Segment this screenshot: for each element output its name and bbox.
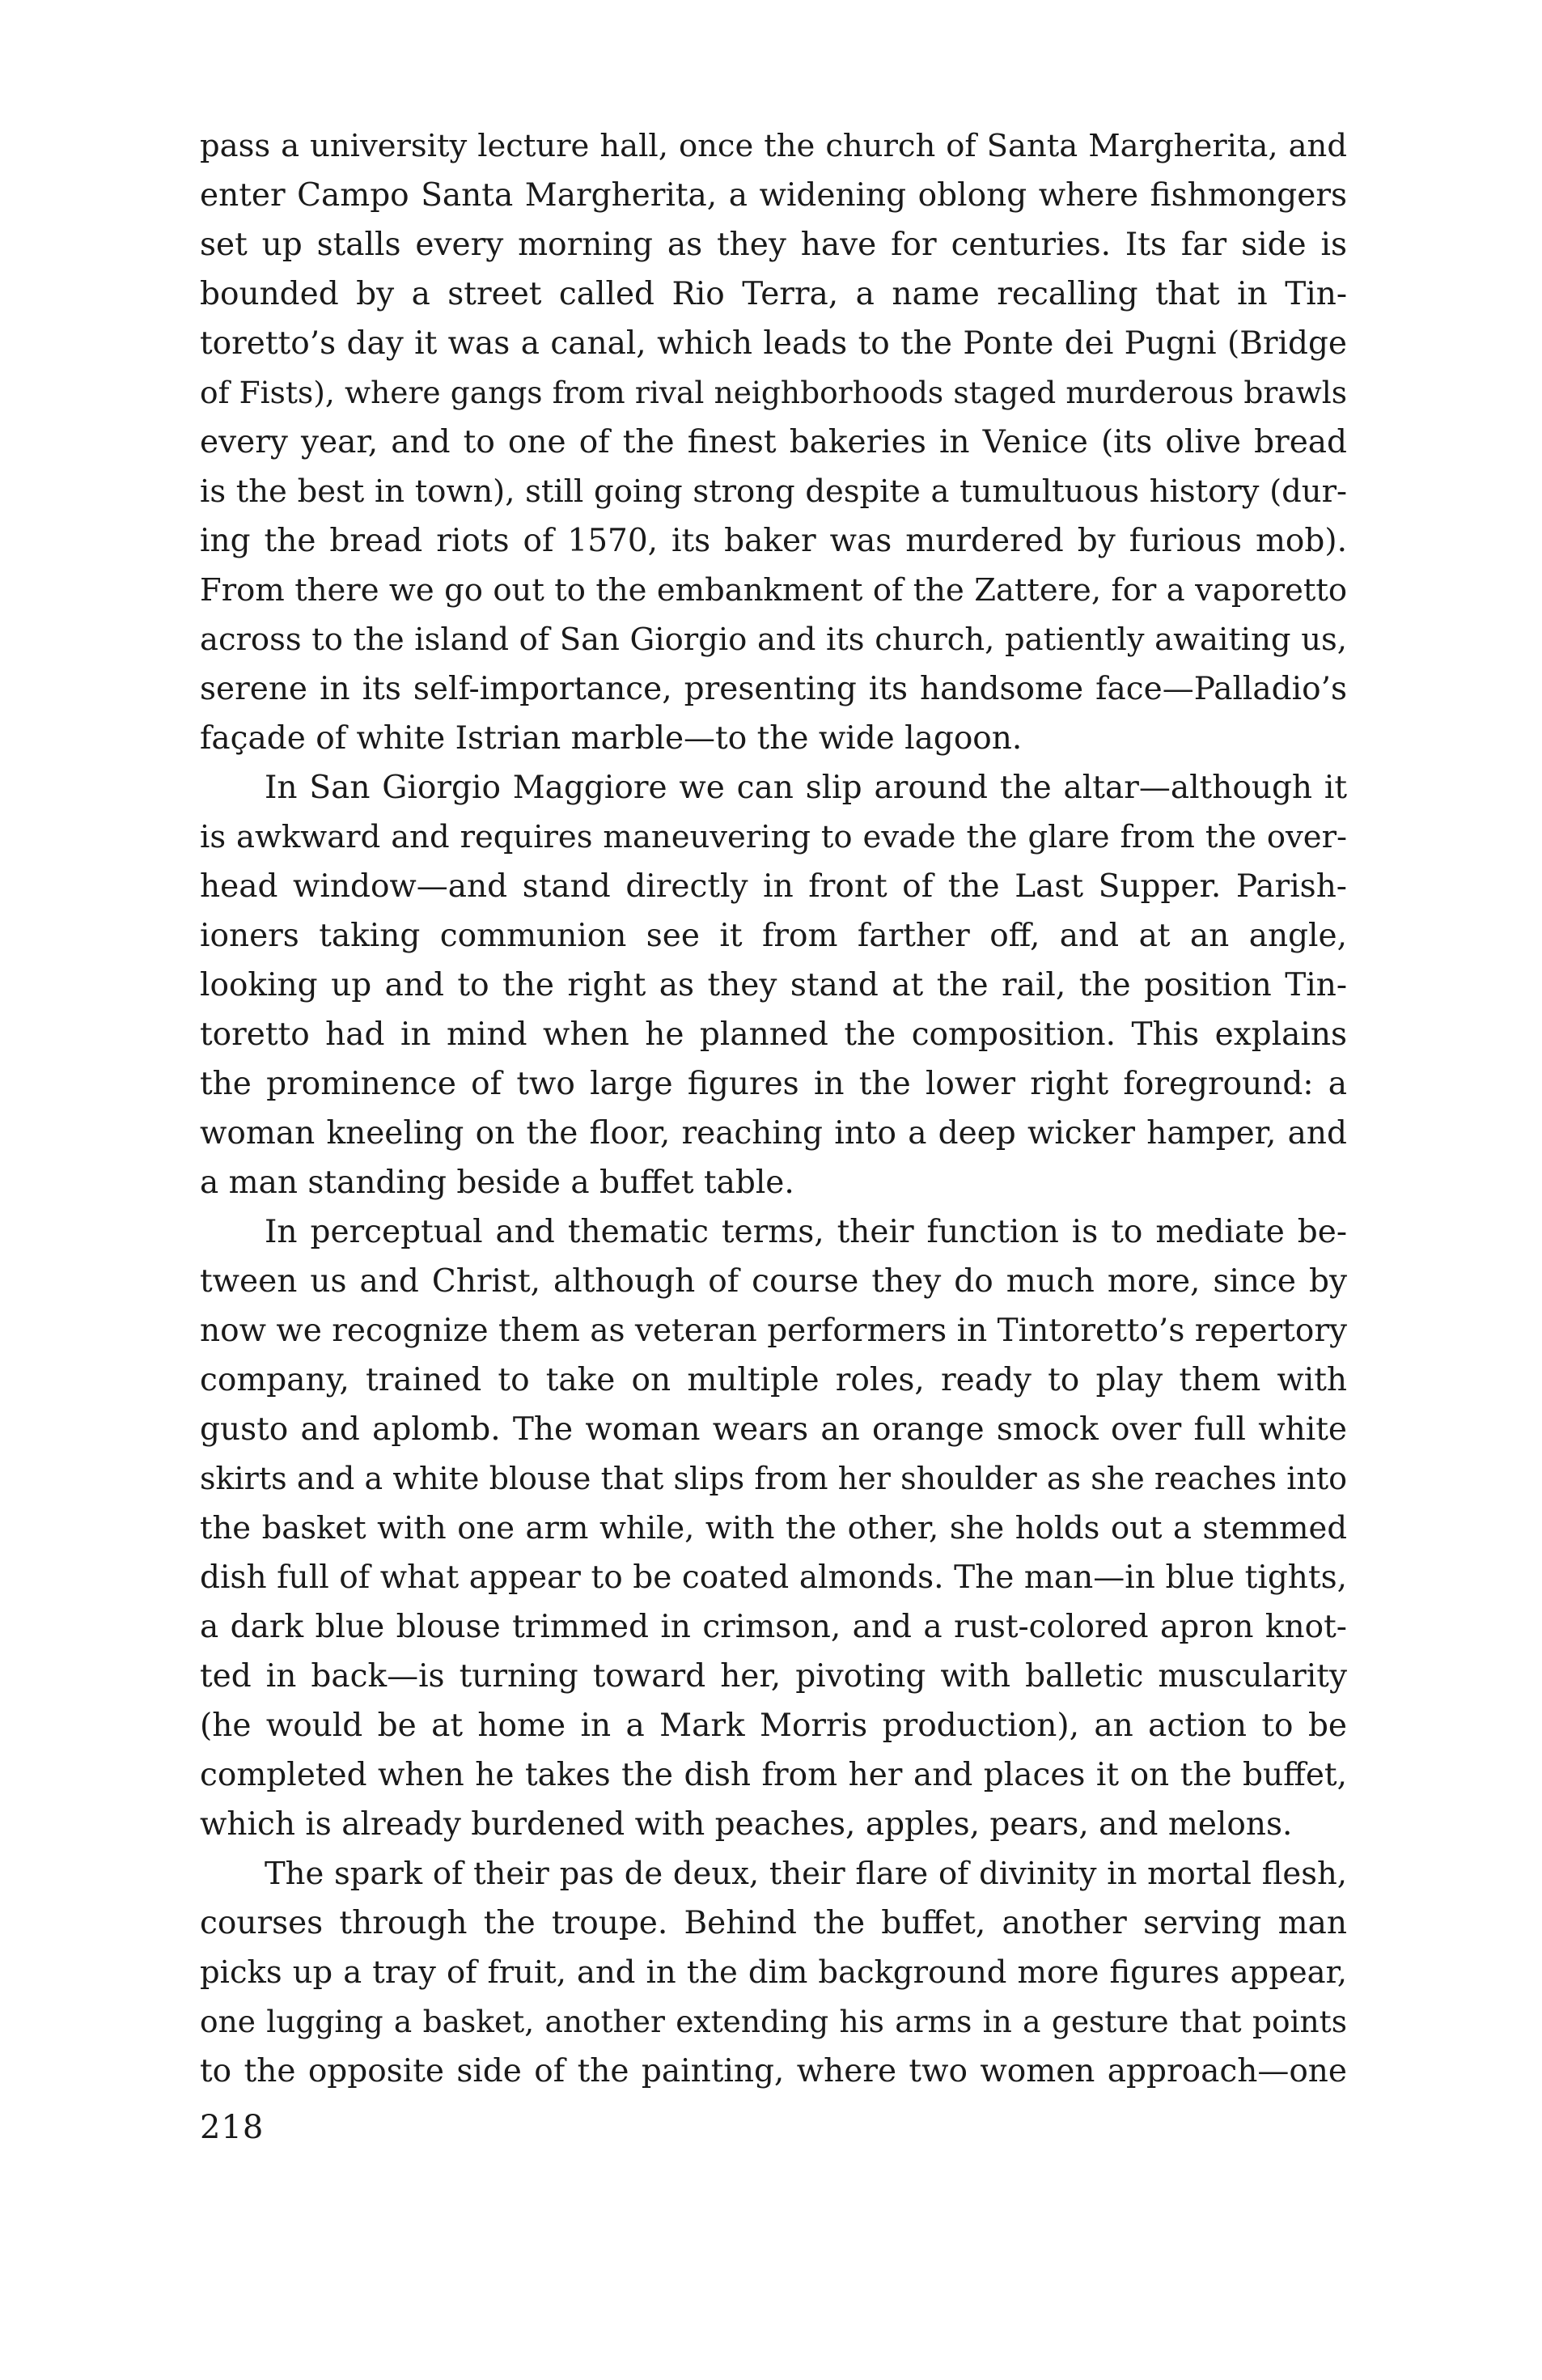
page-number: 218 <box>200 2109 265 2146</box>
text-line: enter Campo Santa Margherita, a widening oblong where fishmongers <box>200 177 1347 214</box>
text-line: façade of white Istrian marble—to the wide lagoon. <box>200 720 1023 757</box>
text-line: the basket with one arm while, with the other, she holds out a stemmed <box>200 1510 1347 1546</box>
text-line: across to the island of San Giorgio and its church, patiently awaiting us, <box>200 622 1347 658</box>
text-line: ioners taking communion see it from farther off, and at an angle, <box>200 918 1347 954</box>
text-line: is awkward and requires maneuvering to evade the glare from the over- <box>200 819 1347 855</box>
text-line: woman kneeling on the floor, reaching into a deep wicker hamper, and <box>200 1115 1347 1152</box>
text-line: In San Giorgio Maggiore we can slip around the altar—although it <box>265 770 1347 806</box>
text-line: toretto’s day it was a canal, which leads to the Ponte dei Pugni (Bridge <box>200 325 1347 362</box>
text-line: a man standing beside a buffet table. <box>200 1165 794 1201</box>
text-line: one lugging a basket, another extending his arms in a gesture that points <box>200 2004 1347 2039</box>
text-line: toretto had in mind when he planned the composition. This explains <box>200 1016 1347 1053</box>
text-line: gusto and aplomb. The woman wears an orange smock over full white <box>200 1411 1347 1448</box>
text-line: ted in back—is turning toward her, pivoting with balletic muscularity <box>200 1658 1347 1695</box>
text-line: of Fists), where gangs from rival neighborhoods staged murderous brawls <box>200 375 1347 410</box>
text-line: every year, and to one of the finest bakeries in Venice (its olive bread <box>200 424 1347 460</box>
text-line: head window—and stand directly in front of the Last Supper. Parish- <box>200 868 1347 905</box>
paragraph <box>200 1207 1347 1849</box>
text-line: a dark blue blouse trimmed in crimson, and a rust-colored apron knot- <box>200 1609 1347 1645</box>
text-line: picks up a tray of fruit, and in the dim background more figures appear, <box>200 1954 1347 1991</box>
text-line: is the best in town), still going strong despite a tumultuous history (dur- <box>200 473 1347 510</box>
text-line: courses through the troupe. Behind the buffet, another serving man <box>200 1905 1347 1941</box>
body-text <box>200 121 1347 2096</box>
paragraph <box>200 763 1347 1207</box>
text-line: which is already burdened with peaches, apples, pears, and melons. <box>200 1806 1293 1843</box>
text-line: skirts and a white blouse that slips from her shoulder as she reaches into <box>200 1461 1347 1496</box>
text-line: serene in its self-importance, presenting its handsome face—Palladio’s <box>200 671 1347 707</box>
text-line: bounded by a street called Rio Terra, a name recalling that in Tin- <box>200 276 1347 312</box>
text-line: The spark of their pas de deux, their flare of divinity in mortal flesh, <box>265 1856 1347 1892</box>
text-line: completed when he takes the dish from her and places it on the buffet, <box>200 1757 1347 1793</box>
text-line: now we recognize them as veteran performers in Tintoretto’s repertory <box>200 1313 1347 1349</box>
text-line: company, trained to take on multiple roles, ready to play them with <box>200 1362 1347 1398</box>
paragraph <box>200 1849 1347 2096</box>
text-line: (he would be at home in a Mark Morris production), an action to be <box>200 1708 1347 1744</box>
text-line: looking up and to the right as they stand at the rail, the position Tin- <box>200 967 1347 1003</box>
text-line: ing the bread riots of 1570, its baker was murdered by furious mob). <box>200 523 1347 559</box>
text-line: In perceptual and thematic terms, their function is to mediate be- <box>265 1214 1347 1250</box>
text-line: From there we go out to the embankment of the Zattere, for a vaporetto <box>200 572 1347 609</box>
text-line: tween us and Christ, although of course they do much more, since by <box>200 1263 1347 1300</box>
text-line: the prominence of two large figures in the lower right foreground: a <box>200 1066 1347 1102</box>
text-line: set up stalls every morning as they have for centuries. Its far side is <box>200 227 1347 263</box>
paragraph <box>200 121 1347 763</box>
text-line: dish full of what appear to be coated almonds. The man—in blue tights, <box>200 1559 1347 1596</box>
text-line: to the opposite side of the painting, where two women approach—one <box>200 2053 1347 2089</box>
text-line: pass a university lecture hall, once the church of Santa Margherita, and <box>200 128 1347 164</box>
